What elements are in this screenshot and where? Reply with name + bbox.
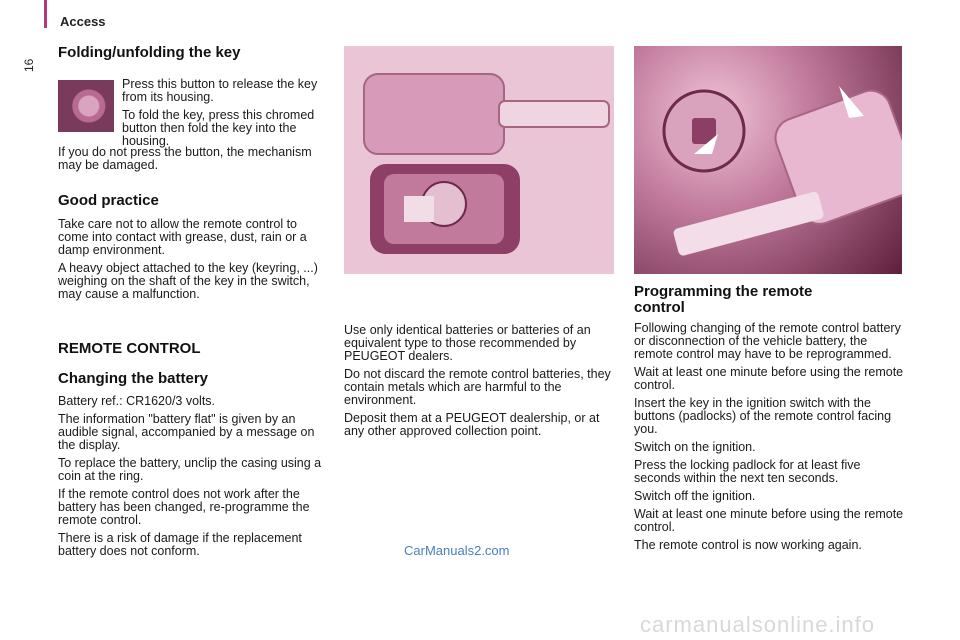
good-practice-p1: Take care not to allow the remote control to come into contact with grease, dust, rain or a damp environment.: [58, 217, 307, 257]
key-illustration: [344, 46, 614, 274]
battery-title: Changing the battery: [58, 370, 209, 387]
good-practice-text: [58, 218, 328, 306]
remote-control-title: REMOTE CONTROL: [58, 340, 201, 357]
folding-text: [122, 78, 322, 153]
batteries-note-p1: Use only identical batteries or batteries of an equivalent type to those recommended by PEUGEOT dealers.: [344, 323, 591, 363]
page-number: 16: [22, 58, 36, 72]
watermark-carmanuals2: CarManuals2.com: [404, 543, 510, 558]
programming-step: Wait at least one minute before using the remote control.: [634, 507, 904, 534]
programming-step: Wait at least one minute before using the remote control.: [634, 365, 904, 392]
section-label: Access: [60, 14, 106, 29]
key-button-photo: [58, 80, 114, 132]
programming-steps: [634, 322, 904, 557]
battery-p3: To replace the battery, unclip the casing using a coin at the ring.: [58, 456, 322, 483]
programming-step: Insert the key in the ignition switch with the buttons (padlocks) of the remote control facing you.: [634, 396, 892, 436]
batteries-note-p2: Do not discard the remote control batteries, they contain metals which are harmful to the environment.: [344, 367, 611, 407]
good-practice-title: Good practice: [58, 192, 159, 209]
good-practice-p2: A heavy object attached to the key (keyring, ...) weighing on the shaft of the key in the switch, may cause a malfunction.: [58, 261, 318, 301]
batteries-note: [344, 324, 614, 443]
folding-warning: [58, 146, 328, 177]
folding-p2: To fold the key, press this chromed button then fold the key into the housing.: [122, 108, 315, 148]
battery-p5: There is a risk of damage if the replacement battery does not conform.: [58, 531, 302, 558]
key-housing-photo: [344, 46, 614, 274]
battery-p4: If the remote control does not work after the battery has been changed, re-programme the remote control.: [58, 487, 310, 527]
folding-title: Folding/unfolding the key: [58, 44, 241, 61]
watermark-carmanualsonline: carmanualsonline.info: [640, 612, 876, 637]
ignition-illustration: [634, 46, 902, 274]
programming-step: The remote control is now working again.: [634, 538, 862, 552]
battery-p2: The information "battery flat" is given by an audible signal, accompanied by a message on the display.: [58, 412, 315, 452]
ignition-switch-photo: [634, 46, 902, 274]
folding-p1: Press this button to release the key from its housing.: [122, 77, 318, 104]
battery-p1: Battery ref.: CR1620/3 volts.: [58, 394, 216, 408]
programming-title: Programming the remote control: [634, 283, 813, 316]
programming-step: Switch on the ignition.: [634, 440, 756, 454]
battery-text: [58, 395, 328, 563]
folding-p3: If you do not press the button, the mechanism may be damaged.: [58, 145, 312, 172]
programming-step: Press the locking padlock for at least five seconds within the next ten seconds.: [634, 458, 861, 485]
programming-step: Following changing of the remote control battery or disconnection of the vehicle battery, the remote control may have to be reprogrammed.: [634, 321, 901, 361]
programming-step: Switch off the ignition.: [634, 489, 756, 503]
batteries-note-p3: Deposit them at a PEUGEOT dealership, or at any other approved collection point.: [344, 411, 600, 438]
header-accent-bar: [44, 0, 47, 28]
